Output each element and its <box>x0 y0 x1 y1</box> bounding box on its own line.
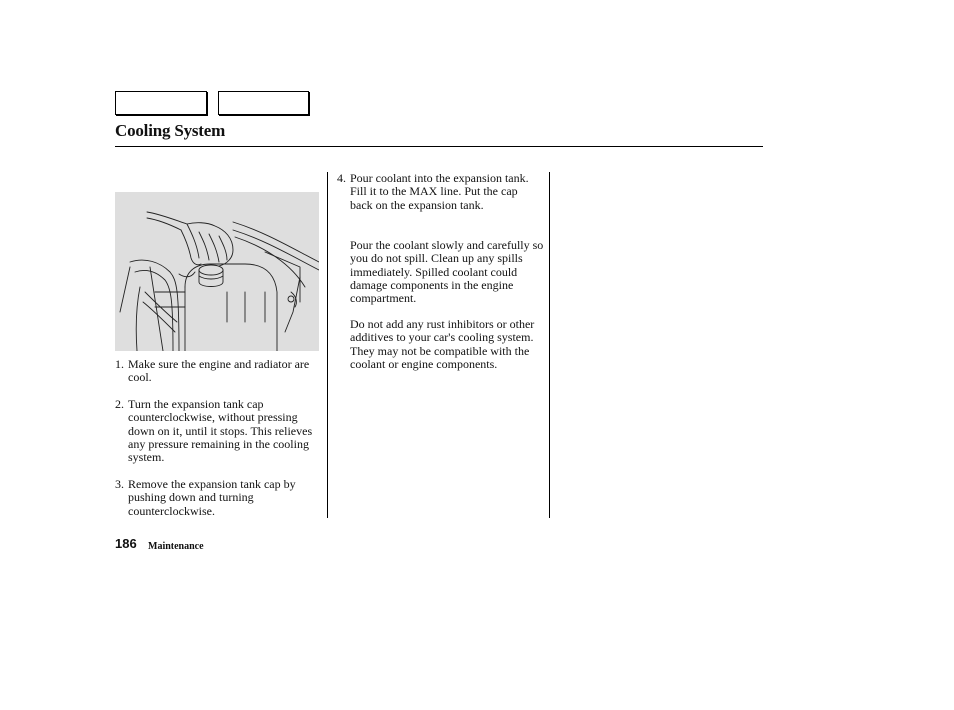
hand-cap-icon <box>115 192 319 351</box>
column-divider-2 <box>549 172 550 518</box>
section-name: Maintenance <box>148 541 204 552</box>
step-text: Turn the expansion tank cap counterclockwise, without pressing down on it, until it stops. This relieves any pressure remaining in the cooling system. <box>128 397 313 465</box>
note-paragraph-spills: Pour the coolant slowly and carefully so you do not spill. Clean up any spills immediately. Spilled coolant could damage components in the engine compartment. <box>350 238 544 306</box>
step-1 <box>115 358 321 385</box>
column-divider-1 <box>327 172 328 518</box>
step-number: 4. <box>337 171 346 185</box>
step-text: Remove the expansion tank cap by pushing down and turning counterclockwise. <box>128 477 296 518</box>
nav-tab-box-right[interactable] <box>218 91 309 115</box>
step-number: 2. <box>115 397 124 411</box>
expansion-tank-cap-illustration <box>115 192 319 351</box>
step-number: 1. <box>115 357 124 371</box>
step-3 <box>115 478 321 518</box>
page-number: 186 <box>115 536 137 551</box>
step-text: Pour coolant into the expansion tank. Fill it to the MAX line. Put the cap back on the expansion tank. <box>350 171 529 212</box>
note-paragraph-additives: Do not add any rust inhibitors or other additives to your car's cooling system. They may not be compatible with the coolant or engine components. <box>350 317 535 371</box>
step-2 <box>115 398 321 464</box>
nav-tab-box-left[interactable] <box>115 91 207 115</box>
title-divider <box>115 146 763 147</box>
step-text: Make sure the engine and radiator are cool. <box>128 357 310 385</box>
page-title: Cooling System <box>115 121 226 140</box>
step-number: 3. <box>115 477 124 491</box>
step-4 <box>337 172 543 212</box>
